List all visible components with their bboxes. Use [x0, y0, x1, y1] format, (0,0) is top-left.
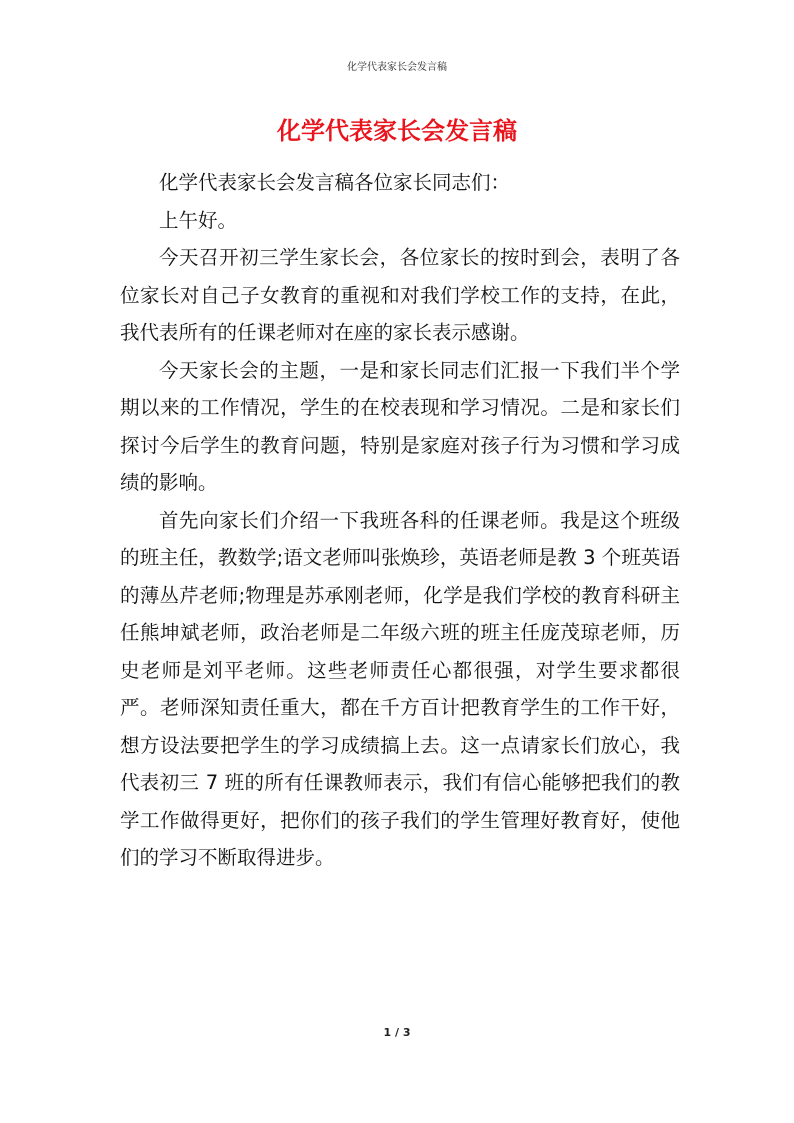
paragraph-teachers: 首先向家长们介绍一下我班各科的任课老师。我是这个班级的班主任，教数学;语文老师叫张焕珍，英语老师是教 3 个班英语的薄丛芹老师;物理是苏承刚老师，化学是我们学校的教育科研主任熊坤斌老师，政治老师是二年级六班的班主任庞茂琼老师，历史老师是刘平老师。这些老师责任心都很强，对学生要求都很严。老师深知责任重大，都在千方百计把教育学生的工作干好，想方设法要把学生的学习成绩搞上去。这一点请家长们放心，我代表初三 7 班的所有任课教师表示，我们有信心能够把我们的教学工作做得更好，把你们的孩子我们的学生管理好教育好，使他们的学习不断取得进步。 — [120, 508, 680, 869]
page-number: 1 / 3 — [383, 1026, 411, 1039]
document-title: 化学代表家长会发言稿 — [277, 117, 517, 145]
paragraph-greeting: 上午好。 — [159, 208, 238, 232]
paragraph-salutation: 化学代表家长会发言稿各位家长同志们： — [159, 171, 511, 194]
document-body — [120, 164, 680, 877]
paragraph-opening: 今天召开初三学生家长会，各位家长的按时到会，表明了各位家长对自己子女教育的重视和对我们学校工作的支持，在此，我代表所有的任课老师对在座的家长表示感谢。 — [120, 246, 680, 344]
running-header: 化学代表家长会发言稿 — [347, 62, 447, 73]
paragraph-theme: 今天家长会的主题，一是和家长同志们汇报一下我们半个学期以来的工作情况，学生的在校表现和学习情况。二是和家长们探讨今后学生的教育问题，特别是家庭对孩子行为习惯和学习成绩的影响。 — [120, 358, 680, 494]
